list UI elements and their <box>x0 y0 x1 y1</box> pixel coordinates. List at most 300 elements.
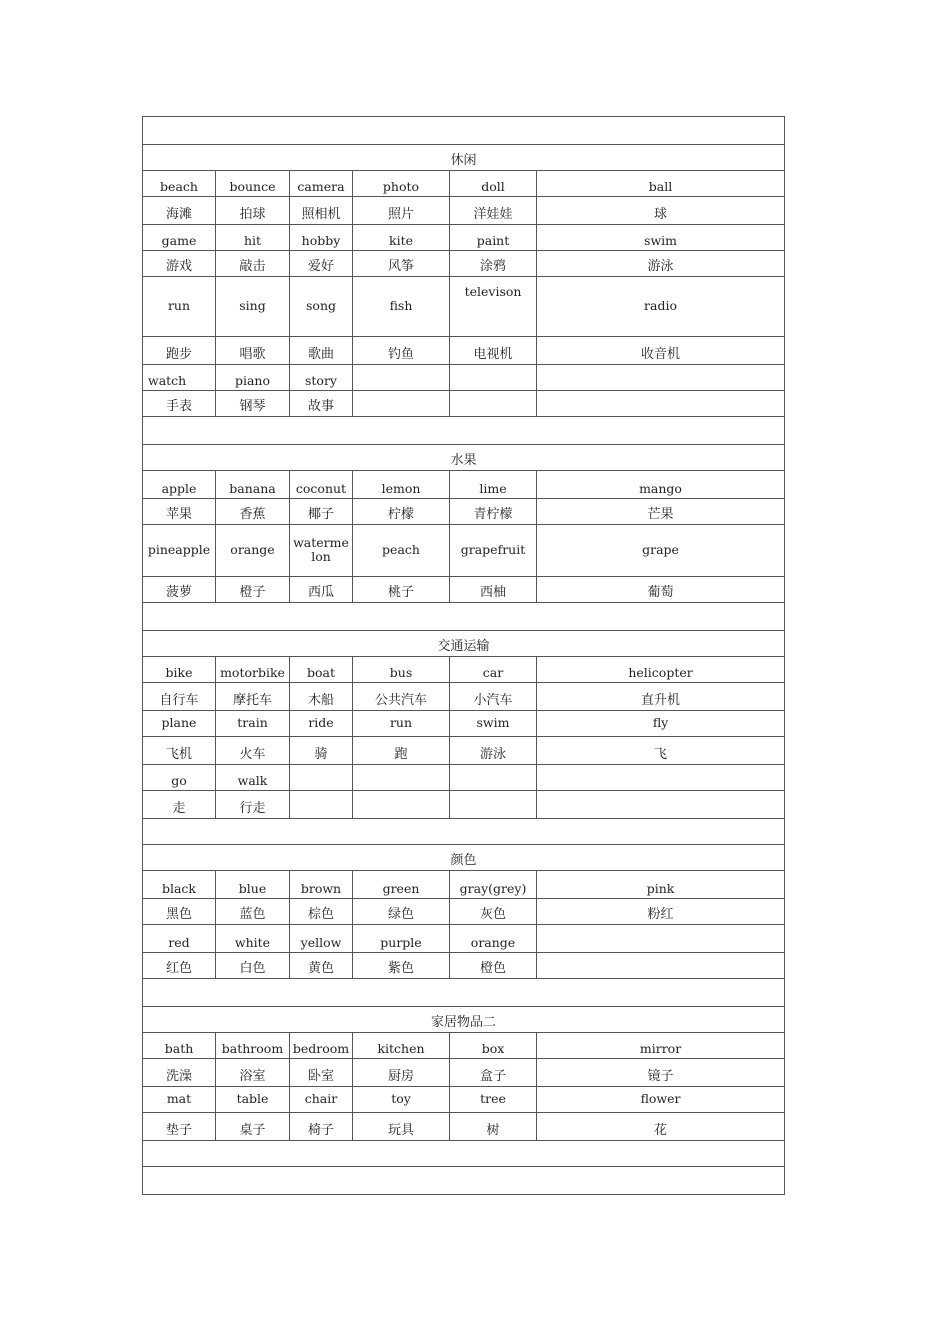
chinese-word-cell <box>537 1059 785 1087</box>
chinese-word-cell <box>216 391 290 417</box>
english-word-cell <box>537 225 785 251</box>
english-word-cell <box>143 525 216 577</box>
chinese-word: 香蕉 <box>239 507 266 522</box>
section-title <box>143 1007 785 1033</box>
chinese-word: 棕色 <box>307 907 334 922</box>
chinese-word: 爱好 <box>307 259 334 274</box>
english-word-cell <box>353 765 450 791</box>
chinese-word-cell <box>290 899 353 925</box>
english-word-cell <box>450 471 537 499</box>
chinese-word-cell <box>353 737 450 765</box>
english-word: tree <box>480 1090 506 1106</box>
chinese-word-cell <box>290 791 353 819</box>
chinese-word-cell <box>143 337 216 365</box>
chinese-word: 青柠檬 <box>473 507 513 522</box>
chinese-word-cell <box>353 499 450 525</box>
english-word-cell <box>290 925 353 953</box>
chinese-word-cell <box>290 337 353 365</box>
english-word-cell <box>353 711 450 737</box>
english-word-cell <box>216 711 290 737</box>
chinese-word: 海滩 <box>165 207 192 222</box>
blank-row <box>143 1167 785 1195</box>
english-word-cell <box>143 471 216 499</box>
english-word-cell <box>216 925 290 953</box>
english-word: go <box>171 773 187 788</box>
english-word-cell <box>537 711 785 737</box>
chinese-word-cell <box>216 1113 290 1141</box>
chinese-word-cell <box>450 791 537 819</box>
english-word-cell <box>353 871 450 899</box>
english-word-cell <box>143 225 216 251</box>
english-word-cell <box>353 277 450 337</box>
english-word: bedroom <box>292 1041 350 1056</box>
english-row <box>143 657 785 683</box>
chinese-word: 火车 <box>239 747 266 762</box>
english-word: chair <box>304 1090 338 1106</box>
chinese-word-cell <box>216 737 290 765</box>
english-row <box>143 225 785 251</box>
chinese-word: 椰子 <box>307 507 334 522</box>
english-row <box>143 365 785 391</box>
english-word-cell <box>537 365 785 391</box>
chinese-word: 椅子 <box>307 1123 334 1138</box>
chinese-word: 风筝 <box>387 259 414 274</box>
english-word: kite <box>389 233 413 248</box>
english-word: run <box>167 297 191 313</box>
chinese-row <box>143 683 785 711</box>
english-row <box>143 765 785 791</box>
english-word: kitchen <box>377 1041 425 1056</box>
english-word: mat <box>166 1090 192 1106</box>
english-word-cell <box>450 1087 537 1113</box>
chinese-word-cell <box>216 683 290 711</box>
english-row <box>143 925 785 953</box>
chinese-word: 公共汽车 <box>374 693 427 708</box>
english-row <box>143 711 785 737</box>
english-word: game <box>161 233 197 248</box>
english-word: camera <box>297 179 345 194</box>
chinese-word: 紫色 <box>387 961 414 976</box>
english-word-cell <box>216 471 290 499</box>
english-word-cell <box>290 225 353 251</box>
chinese-word: 摩托车 <box>232 693 272 708</box>
chinese-word-cell <box>143 953 216 979</box>
chinese-word: 黑色 <box>165 907 192 922</box>
chinese-word: 盒子 <box>479 1069 506 1084</box>
chinese-word: 西瓜 <box>307 585 334 600</box>
english-word: song <box>306 297 336 313</box>
chinese-word: 灰色 <box>479 907 506 922</box>
chinese-word: 橙色 <box>479 961 506 976</box>
english-word: bike <box>165 665 193 680</box>
chinese-word: 绿色 <box>387 907 414 922</box>
english-word: sing <box>239 297 266 313</box>
english-word-cell <box>450 711 537 737</box>
chinese-word-cell <box>537 251 785 277</box>
english-word: train <box>237 714 268 730</box>
chinese-word: 游戏 <box>165 259 192 274</box>
english-word: mirror <box>639 1041 682 1056</box>
english-word-cell <box>450 871 537 899</box>
chinese-word-cell <box>537 391 785 417</box>
english-word-cell <box>290 1033 353 1059</box>
chinese-word-cell <box>537 683 785 711</box>
chinese-word: 球 <box>654 207 668 222</box>
english-word-cell <box>216 525 290 577</box>
english-word: pink <box>646 881 675 896</box>
english-word: motorbike <box>220 665 285 680</box>
english-word-cell <box>537 1033 785 1059</box>
chinese-word-cell <box>143 577 216 603</box>
chinese-word-cell <box>353 1113 450 1141</box>
chinese-word-cell <box>353 791 450 819</box>
english-word: photo <box>382 179 420 194</box>
english-word: fish <box>389 297 413 313</box>
chinese-word-cell <box>290 1059 353 1087</box>
chinese-word-cell <box>450 499 537 525</box>
chinese-word: 卧室 <box>307 1069 334 1084</box>
chinese-word: 收音机 <box>641 347 681 362</box>
chinese-word-cell <box>353 251 450 277</box>
chinese-word: 树 <box>486 1123 500 1138</box>
section-header-row <box>143 631 785 657</box>
english-word-cell <box>143 925 216 953</box>
english-word-cell <box>537 657 785 683</box>
english-word-cell <box>290 765 353 791</box>
english-word-cell <box>143 1087 216 1113</box>
chinese-word-cell <box>537 499 785 525</box>
chinese-word-cell <box>450 1113 537 1141</box>
english-word: mango <box>639 481 682 496</box>
english-row <box>143 171 785 197</box>
chinese-word: 走 <box>172 801 186 816</box>
english-word-cell <box>143 365 216 391</box>
english-word-cell <box>537 871 785 899</box>
chinese-word-cell <box>143 899 216 925</box>
chinese-word-cell <box>537 337 785 365</box>
english-word: piano <box>234 373 271 388</box>
english-word-cell <box>216 277 290 337</box>
blank-row <box>143 979 785 1007</box>
chinese-word-cell <box>143 499 216 525</box>
chinese-word: 照相机 <box>301 207 341 222</box>
english-word-cell <box>290 471 353 499</box>
english-row <box>143 1033 785 1059</box>
chinese-word: 唱歌 <box>239 347 266 362</box>
chinese-word: 葡萄 <box>647 585 674 600</box>
section-title <box>143 845 785 871</box>
chinese-row <box>143 1113 785 1141</box>
english-word: hit <box>243 233 262 248</box>
english-word: red <box>168 935 190 950</box>
english-word: lime <box>479 481 507 496</box>
chinese-word: 玩具 <box>387 1123 414 1138</box>
chinese-row <box>143 953 785 979</box>
chinese-word: 洋娃娃 <box>473 207 513 222</box>
english-word-cell <box>537 171 785 197</box>
english-word: car <box>482 665 504 680</box>
chinese-word: 芒果 <box>647 507 674 522</box>
english-word: boat <box>306 665 335 680</box>
english-word: run <box>389 714 413 730</box>
english-word: flower <box>640 1090 681 1106</box>
english-row <box>143 471 785 499</box>
chinese-word-cell <box>216 197 290 225</box>
english-word: black <box>161 881 197 896</box>
chinese-word: 行走 <box>239 801 266 816</box>
chinese-word-cell <box>216 337 290 365</box>
blank-row <box>143 603 785 631</box>
chinese-word-cell <box>216 499 290 525</box>
english-word: hobby <box>301 233 341 248</box>
english-word: table <box>236 1090 269 1106</box>
english-word-cell <box>353 365 450 391</box>
chinese-word-cell <box>216 899 290 925</box>
english-word-cell <box>450 171 537 197</box>
chinese-word: 粉红 <box>647 907 674 922</box>
english-word: pineapple <box>147 541 211 557</box>
english-word-cell <box>450 225 537 251</box>
english-word-cell <box>290 871 353 899</box>
english-word: radio <box>644 297 677 313</box>
chinese-word: 蓝色 <box>239 907 266 922</box>
english-word: bus <box>389 665 413 680</box>
chinese-word-cell <box>216 953 290 979</box>
english-row <box>143 871 785 899</box>
english-word-cell <box>290 1087 353 1113</box>
english-word: peach <box>382 541 420 557</box>
chinese-row <box>143 791 785 819</box>
chinese-word-cell <box>353 953 450 979</box>
english-word-cell <box>290 525 353 577</box>
english-word: gray(grey) <box>459 881 527 896</box>
section-header-row <box>143 145 785 171</box>
english-row <box>143 525 785 577</box>
english-word: bath <box>164 1041 194 1056</box>
blank-row <box>143 1141 785 1167</box>
english-word-cell <box>450 525 537 577</box>
english-word: ball <box>648 179 673 194</box>
english-word: brown <box>300 881 342 896</box>
chinese-word-cell <box>290 197 353 225</box>
chinese-word: 敲击 <box>239 259 266 274</box>
chinese-word: 骑 <box>314 747 328 762</box>
chinese-word-cell <box>353 337 450 365</box>
english-word-cell <box>143 171 216 197</box>
english-word-cell <box>143 657 216 683</box>
english-word: orange <box>230 541 275 557</box>
english-word: yellow <box>300 935 342 950</box>
chinese-word: 电视机 <box>473 347 513 362</box>
chinese-row <box>143 197 785 225</box>
chinese-word: 垫子 <box>165 1123 192 1138</box>
chinese-word: 洗澡 <box>165 1069 192 1084</box>
section-title <box>143 445 785 471</box>
chinese-word: 游泳 <box>647 259 674 274</box>
chinese-word-cell <box>450 337 537 365</box>
chinese-word-cell <box>216 251 290 277</box>
chinese-word-cell <box>290 499 353 525</box>
blank-row <box>143 117 785 145</box>
chinese-word: 花 <box>654 1123 668 1138</box>
chinese-word-cell <box>450 197 537 225</box>
chinese-word-cell <box>290 683 353 711</box>
chinese-word: 钓鱼 <box>387 347 414 362</box>
english-word: walk <box>237 773 268 788</box>
chinese-word: 钢琴 <box>239 399 266 414</box>
english-word-cell <box>143 277 216 337</box>
chinese-word: 黄色 <box>307 961 334 976</box>
english-word-cell <box>143 765 216 791</box>
english-word: purple <box>380 935 422 950</box>
blank-cell <box>143 819 785 845</box>
section-title-text: 休闲 <box>450 153 477 168</box>
english-word: paint <box>476 233 510 248</box>
chinese-word: 小汽车 <box>473 693 513 708</box>
chinese-word: 飞机 <box>165 747 192 762</box>
english-word: blue <box>238 881 267 896</box>
english-word: televison <box>464 284 522 299</box>
chinese-word-cell <box>290 391 353 417</box>
english-word: lemon <box>381 481 421 496</box>
chinese-word: 菠萝 <box>165 585 192 600</box>
english-word-cell <box>450 365 537 391</box>
chinese-word-cell <box>537 791 785 819</box>
chinese-word: 柠檬 <box>387 507 414 522</box>
english-word-cell <box>450 1033 537 1059</box>
english-word-cell <box>537 1087 785 1113</box>
english-word-cell <box>537 925 785 953</box>
chinese-word-cell <box>290 737 353 765</box>
chinese-word: 浴室 <box>239 1069 266 1084</box>
section-title-text: 水果 <box>450 453 477 468</box>
english-word: fly <box>652 714 669 730</box>
chinese-word: 涂鸦 <box>479 259 506 274</box>
blank-cell <box>143 417 785 445</box>
chinese-word-cell <box>143 391 216 417</box>
chinese-word: 飞 <box>654 747 668 762</box>
chinese-word: 歌曲 <box>307 347 334 362</box>
english-word: apple <box>161 481 197 496</box>
chinese-word: 跑步 <box>165 347 192 362</box>
english-word: green <box>382 881 420 896</box>
english-word: doll <box>481 179 505 194</box>
english-word-cell <box>216 1033 290 1059</box>
chinese-row <box>143 1059 785 1087</box>
section-title-text: 颜色 <box>450 853 477 868</box>
chinese-word-cell <box>353 1059 450 1087</box>
chinese-word-cell <box>450 251 537 277</box>
english-word: helicopter <box>628 665 693 680</box>
chinese-word-cell <box>450 1059 537 1087</box>
chinese-word-cell <box>290 1113 353 1141</box>
chinese-word-cell <box>353 197 450 225</box>
english-word-cell <box>353 1087 450 1113</box>
english-word: coconut <box>295 481 347 496</box>
english-word: swim <box>476 714 510 730</box>
chinese-word: 橙子 <box>239 585 266 600</box>
english-word: grapefruit <box>460 541 526 557</box>
blank-cell <box>143 1167 785 1195</box>
english-word: toy <box>391 1090 411 1106</box>
chinese-word-cell <box>450 577 537 603</box>
chinese-word-cell <box>216 791 290 819</box>
blank-row <box>143 819 785 845</box>
section-header-row <box>143 845 785 871</box>
chinese-word-cell <box>353 899 450 925</box>
blank-cell <box>143 979 785 1007</box>
english-word: watch <box>148 373 187 388</box>
english-word-cell <box>290 365 353 391</box>
chinese-word: 桃子 <box>387 585 414 600</box>
blank-cell <box>143 117 785 145</box>
english-row <box>143 1087 785 1113</box>
chinese-word-cell <box>537 197 785 225</box>
chinese-row <box>143 577 785 603</box>
english-word: banana <box>229 481 276 496</box>
english-word: plane <box>161 714 197 730</box>
chinese-word-cell <box>290 577 353 603</box>
chinese-word-cell <box>450 683 537 711</box>
english-word: ride <box>308 714 334 730</box>
english-word: watermelon <box>293 534 349 564</box>
english-word-cell <box>353 471 450 499</box>
chinese-word-cell <box>143 1113 216 1141</box>
chinese-word-cell <box>537 577 785 603</box>
chinese-row <box>143 251 785 277</box>
english-word-cell <box>537 765 785 791</box>
english-word-cell <box>143 1033 216 1059</box>
blank-cell <box>143 1141 785 1167</box>
english-word-cell <box>353 525 450 577</box>
chinese-word: 游泳 <box>479 747 506 762</box>
chinese-word-cell <box>216 577 290 603</box>
english-word-cell <box>143 711 216 737</box>
chinese-word: 镜子 <box>647 1069 674 1084</box>
english-word-cell <box>216 657 290 683</box>
chinese-word-cell <box>537 953 785 979</box>
english-word-cell <box>216 365 290 391</box>
chinese-word: 西柚 <box>479 585 506 600</box>
english-word-cell <box>450 657 537 683</box>
english-word-cell <box>216 871 290 899</box>
english-word-cell <box>216 225 290 251</box>
chinese-word: 白色 <box>239 961 266 976</box>
chinese-word-cell <box>450 953 537 979</box>
chinese-word-cell <box>353 391 450 417</box>
chinese-word-cell <box>450 391 537 417</box>
chinese-word-cell <box>143 251 216 277</box>
chinese-word: 苹果 <box>165 507 192 522</box>
vocabulary-table-body <box>143 117 785 1195</box>
english-word-cell <box>216 1087 290 1113</box>
chinese-word-cell <box>143 737 216 765</box>
chinese-word-cell <box>143 683 216 711</box>
english-word: story <box>304 373 337 388</box>
chinese-row <box>143 337 785 365</box>
chinese-word-cell <box>537 1113 785 1141</box>
chinese-word-cell <box>450 899 537 925</box>
chinese-row <box>143 737 785 765</box>
section-header-row <box>143 445 785 471</box>
english-word: bounce <box>229 179 276 194</box>
english-row <box>143 277 785 337</box>
chinese-word-cell <box>216 1059 290 1087</box>
english-word: orange <box>470 935 516 950</box>
chinese-word: 红色 <box>165 961 192 976</box>
chinese-word-cell <box>143 791 216 819</box>
section-title-text: 家居物品二 <box>431 1015 497 1030</box>
